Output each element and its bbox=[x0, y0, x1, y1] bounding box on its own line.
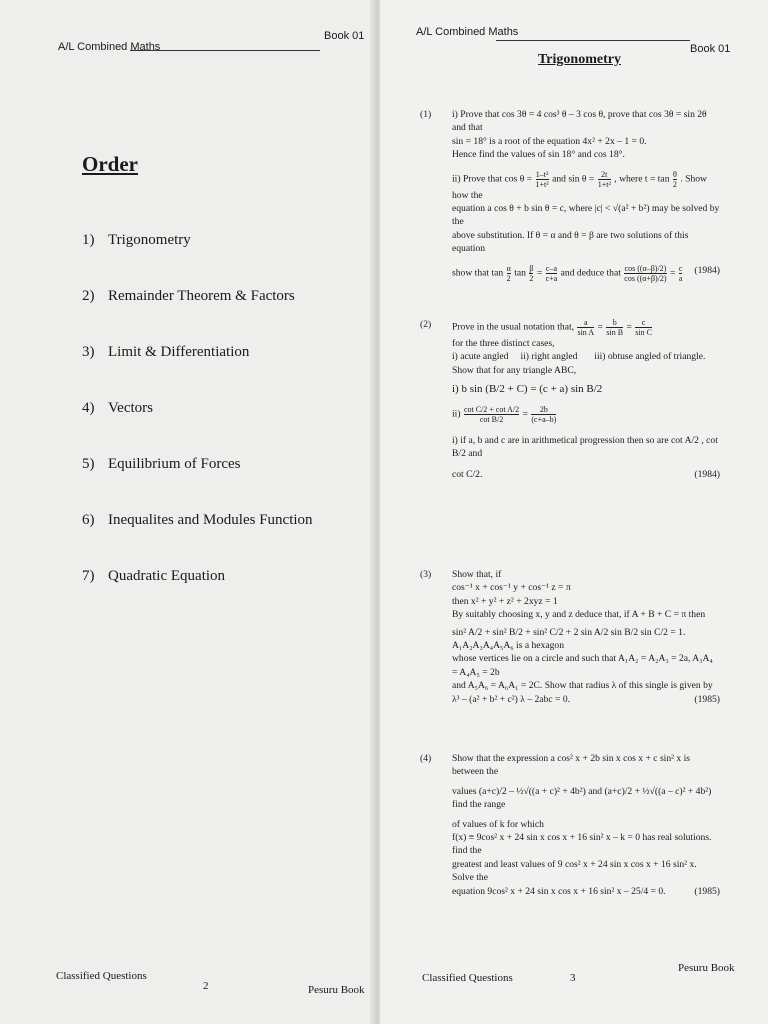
fraction: $\frac{\alpha}{2}$ bbox=[506, 263, 511, 283]
fraction: $\frac{c}{a}$ bbox=[678, 263, 683, 283]
question-year: (1985) bbox=[694, 693, 720, 705]
question-text: above substitution. If θ = α and θ = β are two solutions of this equation bbox=[452, 229, 689, 255]
question-text: By suitably choosing x, y and z deduce that, if A + B + C = π then bbox=[452, 609, 706, 621]
question-text: f(x) ≡ 9cos² x + 24 sin x cos x + 16 sin² x – k = 0 has real solutions. find the bbox=[452, 832, 712, 857]
question-text: cos⁻¹ x + cos⁻¹ y + cos⁻¹ z = π bbox=[452, 582, 571, 594]
right-page-number: 3 bbox=[570, 972, 576, 984]
left-header-title: A/L Combined Maths bbox=[58, 41, 161, 53]
question-year: (1984) bbox=[694, 469, 720, 481]
question-text: and A₅A₆ = A₆A₁ = 2C. Show that radius λ of this single is given by bbox=[452, 680, 713, 692]
order-item-label: Remainder Theorem & Factors bbox=[108, 288, 295, 304]
left-page bbox=[0, 0, 380, 1024]
question-text: Show that for any triangle ABC, bbox=[452, 364, 577, 376]
order-item-label: Vectors bbox=[108, 400, 153, 416]
fraction: $\frac{a}{\text{sin A}}$ bbox=[577, 318, 595, 337]
question-text: i) b sin (B/2 + C) = (c + a) sin B/2 bbox=[452, 383, 603, 396]
left-header-book: Book 01 bbox=[324, 30, 365, 42]
fraction: $\frac{2t}{\text{1+t²}}$ bbox=[597, 169, 611, 189]
question-year: (1984) bbox=[694, 264, 720, 276]
right-page bbox=[380, 0, 768, 1024]
question-2: (2) Prove in the usual notation that, $\frac{a}{\text{sin A}}$ = $\frac{b}{\text{sin B}}$ = $\frac{c}{\text{sin C}}$ for the three distinct cases, i) acute angled ii) right angled iii) obtuse angled of triangle. Show that for any triangle ABC, i) b sin (B/2 + C) = (c + a) sin B/2 ii) $\frac{\text{cot C/2 + cot A/2}}{\text{cot B/2}}$ = $\frac{2b}{(c+a-b)}$ i) if a, b and c are in arithmetical progression then so are cot A/2 , cot B/2 and cot C/2. (1984) bbox=[420, 318, 720, 481]
question-3: (3) Show that, if cos⁻¹ x + cos⁻¹ y + cos⁻¹ z = π then x² + y² + z² + 2xyz = 1 By suitably choosing x, y and z deduce that, if A + B + C = π then sin² A/2 + sin² B/2 + sin² C/2 + 2 sin A/2 sin B/2 sin C/2 = 1. A₁A₂A₃A₄A₅A₆ is a hexagon whose vertices lie on a circle and such that A₁A₂ = A₂A₃ = 2a, A₃A₄ = A₄A₅ = 2b and A₅A₆ = A₆A₁ = 2C. Show that radius λ of this single is given by λ³ – (a² + b² + c²) λ – 2abc = 0. (1985) bbox=[420, 569, 720, 705]
fraction: $\frac{2b}{(c+a-b)}$ bbox=[531, 404, 557, 424]
fraction: $\frac{c}{\text{sin C}}$ bbox=[635, 318, 652, 337]
right-header-rule bbox=[496, 40, 690, 41]
question-number: (3) bbox=[420, 569, 432, 580]
fraction: $\frac{b}{\text{sin B}}$ bbox=[606, 318, 624, 337]
question-text: for the three distinct cases, bbox=[452, 338, 555, 349]
question-text: whose vertices lie on a circle and such that A₁A₂ = A₂A₃ = 2a, A₃A₄ = A₄A₅ = 2b bbox=[452, 653, 713, 678]
order-item: 5) Equilibrium of Forces bbox=[82, 456, 313, 512]
order-item-label: Quadratic Equation bbox=[108, 568, 226, 584]
order-list bbox=[82, 232, 313, 624]
order-item-label: Limit & Differentiation bbox=[108, 344, 250, 360]
fraction: $\frac{c-a}{c+a}$ bbox=[545, 263, 558, 283]
order-item: 4) Vectors bbox=[82, 400, 313, 456]
question-text: sin² A/2 + sin² B/2 + sin² C/2 + 2 sin A/2 sin B/2 sin C/2 = 1. A₁A₂A₃A₄A₅A₆ is a hexagon bbox=[452, 626, 686, 652]
order-item: 1) Trigonometry bbox=[82, 232, 313, 288]
question-text: greatest and least values of 9 cos² x + 24 sin x cos x + 16 sin² x. Solve the bbox=[452, 858, 697, 884]
fraction: $\frac{\text{cot C/2 + cot A/2}}{\text{cot B/2}}$ bbox=[463, 404, 520, 424]
question-text: then x² + y² + z² + 2xyz = 1 bbox=[452, 595, 558, 607]
question-1: (1) i) Prove that cos 3θ = 4 cos³ θ – 3 cos θ, prove that cos 3θ = sin 2θ and that sin = 18° is a root of the equation 4x² + 2x – 1 = 0. Hence find the values of sin 18° and cos 18°. ii) Prove that cos θ = $\frac{\text{1–t²}}{\text{1+t²}}$ and sin θ = $\frac{2t}{\text{1+t²}}$ , where t = tan $\frac{\theta}{2}$ . Show how the equation a cos θ + b sin θ = c, where |c| < √(a² + b²) may be solved by the above substitution. If θ = α and θ = β are two solutions of this equation show that tan $\frac{\alpha}{2}$ tan $\frac{\beta}{2}$ = $\frac{c-a}{c+a}$ and deduce that $\frac{\cos ((\alpha-\beta)/2)}{\cos ((\alpha+\beta)/2)}$ = $\frac{c}{a}$ (1984) bbox=[420, 109, 720, 283]
question-text: i) if a, b and c are in arithmetical progression then so are cot A/2 , cot B/2 and bbox=[452, 434, 718, 460]
order-item-label: Equilibrium of Forces bbox=[108, 456, 241, 472]
order-item: 3) Limit & Differentiation bbox=[82, 344, 313, 400]
question-text: values (a+c)/2 – ½√((a + c)² + 4b²) and (a+c)/2 + ½√((a – c)² + 4b²) find the range bbox=[452, 785, 712, 811]
question-number: (4) bbox=[420, 753, 432, 764]
question-text: Hence find the values of sin 18° and cos 18°. bbox=[452, 149, 625, 161]
question-text: equation a cos θ + b sin θ = c, where |c| < √(a² + b²) may be solved by the bbox=[452, 203, 720, 228]
order-title: Order bbox=[82, 152, 138, 176]
right-footer-brand: Pesuru Book bbox=[678, 962, 735, 974]
fraction: $\frac{\text{1–t²}}{\text{1+t²}}$ bbox=[535, 169, 549, 189]
right-header-title: A/L Combined Maths bbox=[416, 26, 519, 38]
order-item-label: Trigonometry bbox=[108, 232, 191, 248]
fraction: $\frac{\theta}{2}$ bbox=[672, 169, 677, 189]
fraction: $\frac{\beta}{2}$ bbox=[529, 263, 534, 283]
question-number: (2) bbox=[420, 319, 432, 330]
question-number: (1) bbox=[420, 109, 432, 120]
section-title: Trigonometry bbox=[538, 52, 621, 67]
left-footer-title: Classified Questions bbox=[56, 970, 147, 982]
right-header-book: Book 01 bbox=[690, 43, 731, 55]
order-item: 2) Remainder Theorem & Factors bbox=[82, 288, 313, 344]
question-text: Show that the expression a cos² x + 2b sin x cos x + c sin² x is between the bbox=[452, 753, 691, 778]
order-item: 6) Inequalites and Modules Function bbox=[82, 512, 313, 568]
left-page-number: 2 bbox=[203, 980, 209, 992]
order-item: 7) Quadratic Equation bbox=[82, 568, 313, 624]
left-header-rule bbox=[130, 50, 320, 51]
question-text: of values of k for which bbox=[452, 818, 544, 830]
question-4: (4) Show that the expression a cos² x + 2b sin x cos x + c sin² x is between the values (a+c)/2 – ½√((a + c)² + 4b²) and (a+c)/2 + ½√((a – c)² + 4b²) find the range of values of k for which f(x) ≡ 9cos² x + 24 sin x cos x + 16 sin² x – k = 0 has real solutions. find the greatest and least values of 9 cos² x + 24 sin x cos x + 16 sin² x. Solve the equation 9cos² x + 24 sin x cos x + 16 sin² x – 25/4 = 0. (1985) bbox=[420, 753, 720, 897]
question-year: (1985) bbox=[694, 885, 720, 897]
left-footer-brand: Pesuru Book bbox=[308, 984, 365, 996]
question-text: sin = 18° is a root of the equation 4x² + 2x – 1 = 0. bbox=[452, 135, 647, 147]
question-text: Prove that cos 3θ = 4 cos³ θ – 3 cos θ, prove that cos 3θ = sin 2θ and that bbox=[452, 109, 707, 134]
right-footer-title: Classified Questions bbox=[422, 972, 513, 984]
question-text: Show that, if bbox=[452, 569, 502, 580]
fraction: $\frac{\cos ((\alpha-\beta)/2)}{\cos ((\alpha+\beta)/2)}$ bbox=[624, 263, 667, 283]
order-item-label: Inequalites and Modules Function bbox=[108, 512, 313, 528]
